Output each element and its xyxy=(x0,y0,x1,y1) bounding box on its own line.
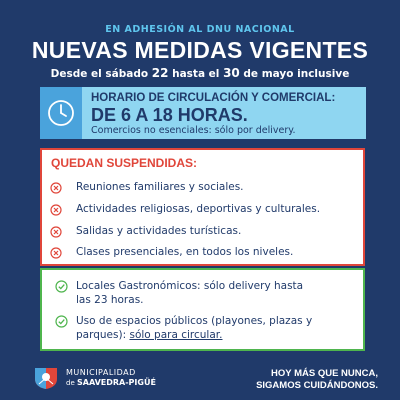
footer-org-line-1: MUNICIPALIDAD xyxy=(66,368,136,377)
allowed-item-2-underlined: sólo para circular. xyxy=(129,329,223,341)
suspended-item-label: Salidas y actividades turísticas. xyxy=(76,225,242,237)
x-circle-icon xyxy=(50,247,62,259)
suspended-item-label: Actividades religiosas, deportivas y culturales. xyxy=(76,203,321,215)
footer-slogan-line-1: HOY MÁS QUE NUNCA, xyxy=(271,368,378,379)
date-line xyxy=(0,66,400,80)
x-circle-icon xyxy=(50,182,62,194)
clock-icon xyxy=(47,99,75,127)
municipal-seal-logo xyxy=(32,366,60,390)
date-line-start: Desde el sábado xyxy=(50,68,152,80)
footer-org-line-2 xyxy=(66,378,156,387)
x-circle-icon xyxy=(50,204,62,216)
allowed-item-2-plain: parques): xyxy=(76,329,130,341)
hours-box xyxy=(40,87,366,139)
hours-range: DE 6 A 18 HORAS. xyxy=(91,105,248,125)
suspended-box xyxy=(40,148,365,266)
hours-note: Comercios no esenciales: sólo por delivery. xyxy=(91,125,296,136)
allowed-box xyxy=(40,268,365,351)
footer-org-prefix: de xyxy=(66,379,77,387)
clock-block xyxy=(40,87,82,139)
footer-slogan-line-2: SIGAMOS CUIDÁNDONOS. xyxy=(256,380,378,391)
pre-title: EN ADHESIÓN AL DNU NACIONAL xyxy=(105,24,295,35)
allowed-item-2-line-2 xyxy=(76,328,222,342)
check-circle-icon xyxy=(55,280,68,293)
hours-heading: HORARIO DE CIRCULACIÓN Y COMERCIAL: xyxy=(91,92,336,104)
suspended-item-label: Reuniones familiares y sociales. xyxy=(76,181,244,193)
check-circle-icon xyxy=(55,315,68,328)
x-circle-icon xyxy=(50,226,62,238)
date-line-mid: hasta el xyxy=(168,68,224,80)
allowed-item-1-line-1: Locales Gastronómicos: sólo delivery hasta xyxy=(76,280,304,292)
suspended-item-label: Clases presenciales, en todos los niveles. xyxy=(76,246,294,258)
suspended-heading: QUEDAN SUSPENDIDAS: xyxy=(51,156,198,170)
date-line-end: de mayo inclusive xyxy=(239,68,350,80)
date-day-start: 22 xyxy=(151,66,169,80)
date-day-end: 30 xyxy=(223,66,240,80)
footer-slogan xyxy=(256,368,378,392)
main-title: NUEVAS MEDIDAS VIGENTES xyxy=(31,37,369,63)
footer-org-name: SAAVEDRA-PIGÜÉ xyxy=(76,378,156,387)
allowed-item-2-line-1: Uso de espacios públicos (playones, plazas y xyxy=(76,315,313,327)
allowed-item-1-line-2: las 23 horas. xyxy=(76,294,144,306)
